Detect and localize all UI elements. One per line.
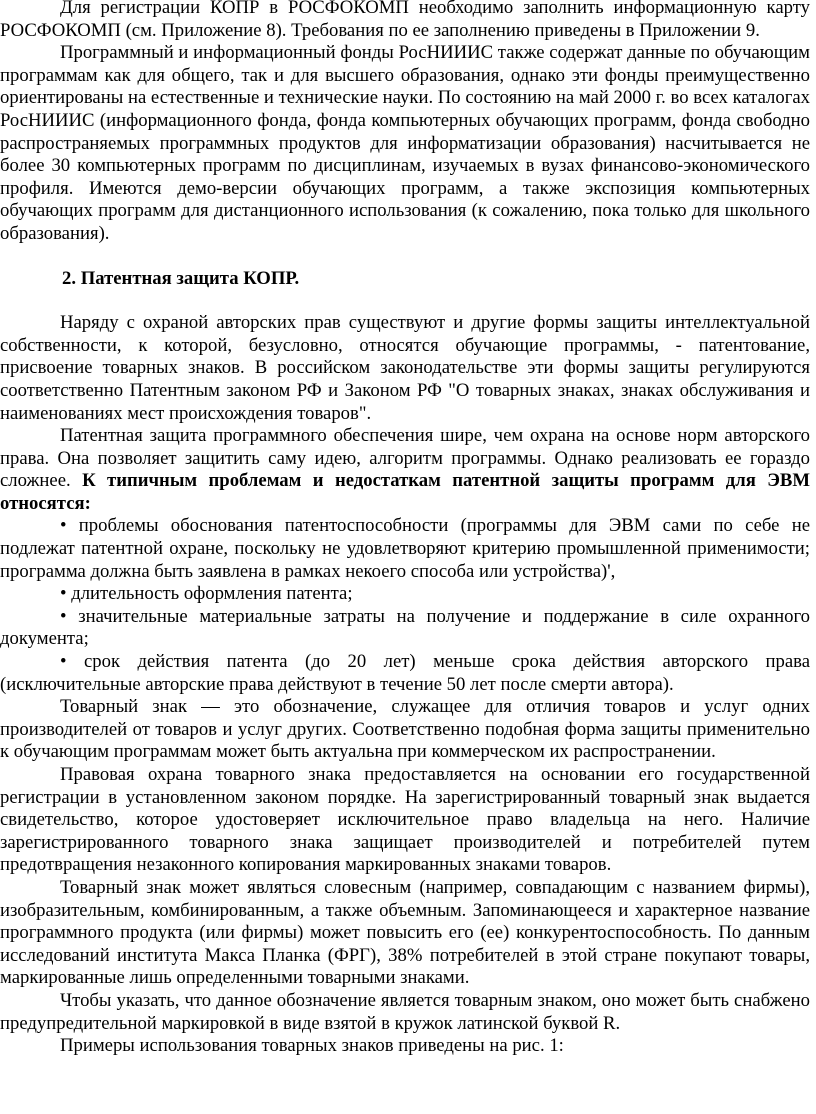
bullet-costs: • значительные материальные затраты на получение и поддержание в силе охранного документа; [0, 605, 810, 650]
patent-problems-lead: К типичным проблемам и недостаткам патентной защиты программ для ЭВМ относятся: [0, 470, 810, 514]
bullet-term: • срок действия патента (до 20 лет) меньше срока действия авторского права (исключительные авторские права действуют в течение 50 лет после смерти автора). [0, 651, 810, 695]
paragraph-registration: Для регистрации КОПР в РОСФОКОМП необходимо заполнить информационную карту РОСФОКОМП (см. Приложение 8). Требования по ее заполнению приведены в Приложении 9. [0, 0, 810, 41]
paragraph-trademark-definition: Товарный знак — это обозначение, служащее для отличия товаров и услуг одних производителей от товаров и услуг других. Соответственно подобная форма защиты применительно к обучающим программам может быть актуальна при коммерческом их распространении. [0, 696, 810, 763]
paragraph-ip-forms: Наряду с охраной авторских прав существуют и другие формы защиты интеллектуальной собственности, к которой, безусловно, относятся обучающие программы, - патентование, присвоение товарных знаков. В российском законодательстве эти формы защиты регулируются соответственно Патентным законом РФ и Законом РФ "О товарных знаках, знаках обслуживания и наименованиях мест происхождения товаров". [0, 312, 810, 424]
bullet-patentability: • проблемы обоснования патентоспособности (программы для ЭВМ сами по себе не подлежат патентной охране, поскольку не удовлетворяют критерию промышленной применимости; программа должна быть заявлена в рамках некоего способа или устройства)', [0, 515, 810, 582]
paragraph-examples: Примеры использования товарных знаков приведены на рис. 1: [60, 1035, 564, 1057]
paragraph-trademark-registration: Правовая охрана товарного знака предоставляется на основании его государственной регистрации в установленном законом порядке. На зарегистрированный товарный знак выдается свидетельство, которое удостоверяет исключительное право владельца на него. Наличие зарегистрированного товарного знака защищает производителей и потребителей путем предотвращения незаконного копирования маркированных знаками товаров. [0, 764, 810, 876]
section-heading: 2. Патентная защита КОПР. [62, 267, 300, 289]
patent-protection-text: Патентная защита программного обеспечения шире, чем охрана на основе норм авторского права. Она позволяет защитить саму идею, алгоритм программы. Однако реализовать ее гораздо сложнее. [0, 425, 810, 492]
paragraph-trademark-marking: Чтобы указать, что данное обозначение является товарным знаком, оно может быть снабжено предупредительной маркировкой в виде взятой в кружок латинской буквой R. [0, 989, 810, 1034]
bullet-duration: • длительность оформления патента; [60, 583, 353, 605]
paragraph-funds: Программный и информационный фонды РосНИИИС также содержат данные по обучающим программам как для общего, так и для высшего образования, однако эти фонды преимущественно ориентированы на естественные и технические науки. По состоянию на май 2000 г. во всех каталогах РосНИИИС (информационного фонда, фонда компьютерных обучающих программ, фонда свободно распространяемых программных продуктов для информатизации образования) насчитывается не более 30 компьютерных программ по дисциплинам, изучаемых в вузах финансово-экономического профиля. Имеются демо-версии обучающих программ, а также экспозиция компьютерных обучающих программ для дистанционного использования (к сожалению, пока только для школьного образования). [0, 42, 810, 244]
paragraph-patent-protection [0, 425, 810, 515]
paragraph-trademark-types: Товарный знак может являться словесным (например, совпадающим с названием фирмы), изобразительным, комбинированным, а также объемным. Запоминающееся и характерное название программного продукта (или фирмы) может повысить его (ее) конкурентоспособность. По данным исследований института Макса Планка (ФРГ), 38% потребителей в этой стране покупают товары, маркированные лишь определенными товарными знаками. [0, 876, 810, 989]
